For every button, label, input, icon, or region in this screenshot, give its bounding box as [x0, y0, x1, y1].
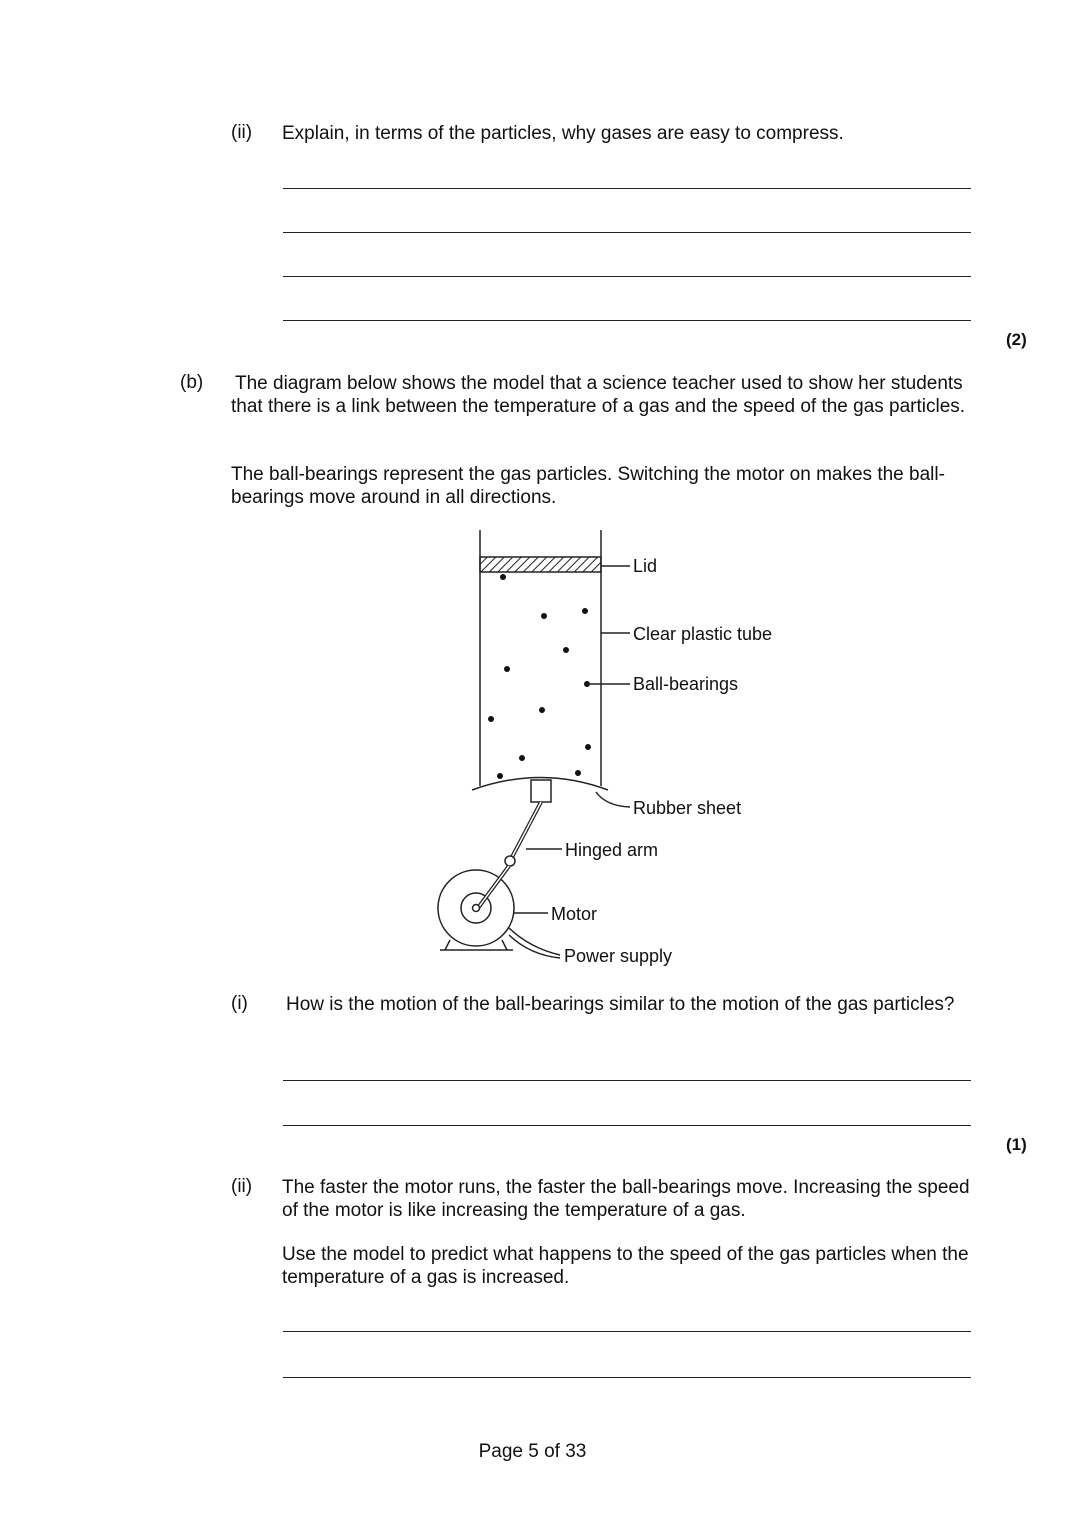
answer-line[interactable] [283, 188, 971, 189]
answer-line[interactable] [283, 232, 971, 233]
lid [480, 557, 601, 572]
question-a-ii-text: Explain, in terms of the particles, why gases are easy to compress. [282, 123, 844, 144]
ball-bearing [500, 574, 506, 580]
question-b-ii-text: The faster the motor runs, the faster the ball-bearings move. Increasing the speed of the motor is like increasing the temperature of a gas. [282, 1177, 970, 1221]
label-tube: Clear plastic tube [633, 624, 773, 644]
ball-bearing [488, 716, 494, 722]
question-b-ii-prompt: Use the model to predict what happens to the speed of the gas particles when the temperature of a gas is increased. [282, 1244, 969, 1288]
apparatus-diagram [420, 520, 820, 980]
ball-bearing [497, 773, 503, 779]
label-lid: Lid [633, 556, 658, 576]
ball-bearing [519, 755, 525, 761]
ball-bearing [563, 647, 569, 653]
question-number-b-ii: (ii) [231, 1176, 253, 1197]
label-hinged-arm: Hinged arm [565, 840, 659, 860]
ball-bearing [504, 666, 510, 672]
motor-axle [473, 905, 480, 912]
marks-b-i: (1) [1006, 1135, 1027, 1154]
question-b-description: The ball-bearings represent the gas particles. Switching the motor on makes the ball-bearings move around in all directions. [231, 464, 945, 508]
ball-bearings [488, 574, 591, 779]
question-label-b: (b) [180, 372, 204, 393]
answer-line[interactable] [283, 1331, 971, 1332]
page-number: Page 5 of 33 [478, 1441, 587, 1462]
ball-bearing [539, 707, 545, 713]
marks-a-ii: (2) [1006, 330, 1027, 349]
label-rubber-sheet: Rubber sheet [633, 798, 742, 818]
question-number-a-ii: (ii) [231, 122, 253, 143]
page-footer [0, 1441, 1080, 1463]
label-motor: Motor [551, 904, 598, 924]
rubber-leader [596, 792, 630, 807]
ball-bearing [585, 744, 591, 750]
label-power-supply: Power supply [564, 946, 673, 966]
label-ball-bearings: Ball-bearings [633, 674, 739, 694]
answer-line[interactable] [283, 320, 971, 321]
answer-line[interactable] [283, 1377, 971, 1378]
answer-line[interactable] [283, 276, 971, 277]
plunger-block [531, 780, 551, 802]
answer-line[interactable] [283, 1080, 971, 1081]
ball-bearing [541, 613, 547, 619]
answer-line[interactable] [283, 1125, 971, 1126]
question-b-intro: The diagram below shows the model that a science teacher used to show her students that there is a link between the temperature of a gas and the speed of the gas particles. [231, 373, 966, 417]
question-number-b-i: (i) [231, 993, 248, 1014]
ball-bearing [575, 770, 581, 776]
question-b-i-text: How is the motion of the ball-bearings similar to the motion of the gas particles? [286, 994, 955, 1015]
ball-bearing [582, 608, 588, 614]
hinge [505, 856, 515, 866]
